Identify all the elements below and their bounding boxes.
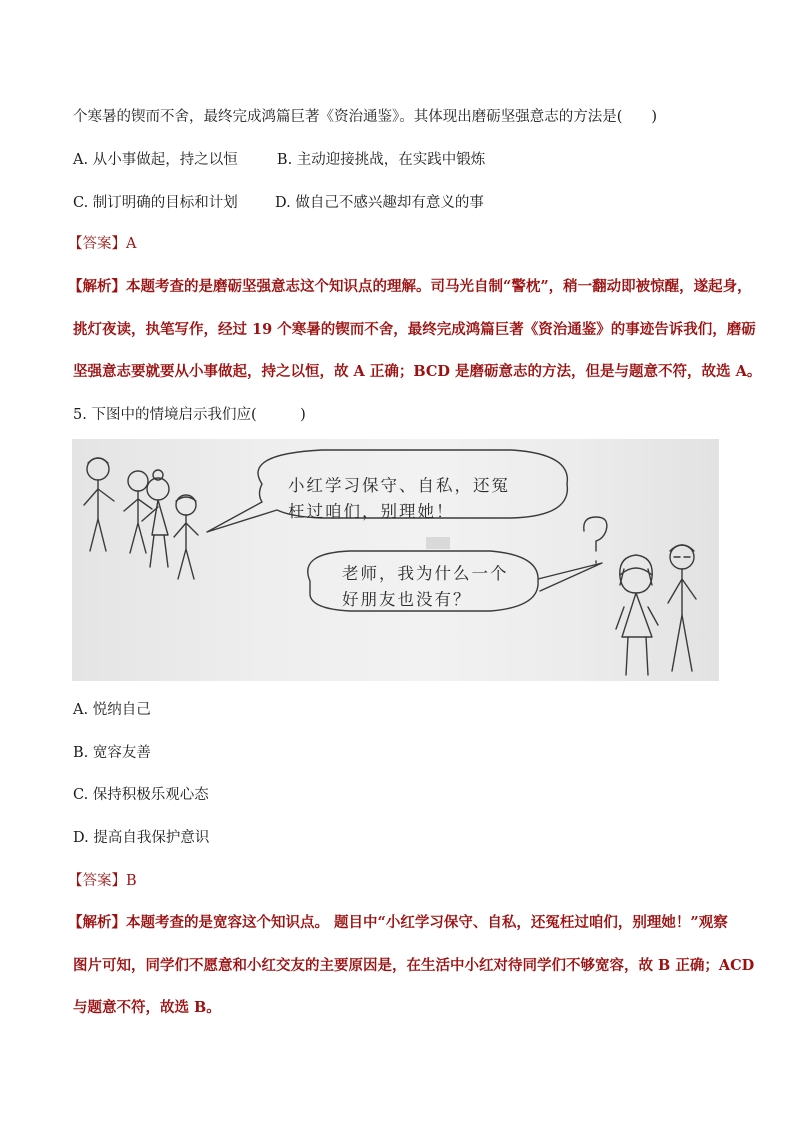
q4-option-c: C. 制订明确的目标和计划 bbox=[73, 195, 238, 211]
q5-option-d: D. 提高自我保护意识 bbox=[73, 830, 210, 846]
q4-option-d: D. 做自己不感兴趣却有意义的事 bbox=[275, 195, 484, 211]
q5-option-b: B. 宽容友善 bbox=[73, 745, 151, 761]
q5-option-a: A. 悦纳自己 bbox=[73, 702, 151, 718]
bubble2-line1: 老师，我为什么一个 bbox=[342, 564, 509, 583]
q5-option-c: C. 保持积极乐观心态 bbox=[73, 787, 209, 803]
speech-bubble-2-text bbox=[342, 561, 509, 613]
q5-analysis-label: 【解析】 bbox=[68, 914, 126, 931]
q4-analysis-text1: 本题考查的是磨砺坚强意志这个知识点的理解。司马光自制“警枕”，稍一翻动即被惊醒，遂起身， bbox=[126, 278, 752, 295]
q5-cartoon-figure bbox=[72, 439, 719, 681]
q4-answer-value: A bbox=[126, 236, 137, 252]
question-mark-doodle bbox=[584, 517, 607, 563]
q5-answer bbox=[68, 871, 137, 891]
q4-analysis-label: 【解析】 bbox=[68, 278, 126, 295]
students-group bbox=[84, 458, 198, 579]
q4-answer-label: 【答案】 bbox=[68, 236, 126, 252]
q4-options-row2 bbox=[73, 193, 484, 213]
q5-answer-value: B bbox=[126, 873, 137, 889]
q5-analysis-text1: 本题考查的是宽容这个知识点。 题目中“小红学习保守、自私，还冤枉过咱们，别理她！”观察 bbox=[126, 914, 728, 931]
q4-stem-tail: 个寒暑的锲而不舍，最终完成鸿篇巨著《资治通鉴》。其体现出磨砺坚强意志的方法是( ) bbox=[73, 109, 658, 125]
teacher-figure bbox=[668, 545, 696, 671]
q5-analysis-line2: 图片可知，同学们不愿意和小红交友的主要原因是，在生活中小红对待同学们不够宽容，故 B 正确；ACD bbox=[73, 957, 755, 974]
q5-analysis-line1 bbox=[68, 913, 728, 933]
speech-bubble-1-text bbox=[288, 473, 510, 525]
smudge-mark bbox=[426, 537, 450, 549]
q5-analysis-line3: 与题意不符，故选 B。 bbox=[73, 999, 221, 1016]
q4-analysis-line2: 挑灯夜读，执笔写作，经过 19 个寒暑的锲而不舍，最终完成鸿篇巨著《资治通鉴》的事迹告诉我们，磨砺 bbox=[73, 321, 756, 338]
bubble2-line2: 好朋友也没有？ bbox=[342, 590, 472, 609]
q4-option-b: B. 主动迎接挑战，在实践中锻炼 bbox=[276, 152, 486, 168]
q4-analysis-line1 bbox=[68, 277, 752, 297]
bubble1-line1: 小红学习保守、自私，还冤 bbox=[288, 476, 510, 495]
q4-option-a: A. 从小事做起，持之以恒 bbox=[73, 152, 238, 168]
bubble1-line2: 枉过咱们，别理她！ bbox=[288, 502, 455, 521]
q4-options-row1 bbox=[73, 150, 485, 170]
q5-stem: 5. 下图中的情境启示我们应( ) bbox=[73, 407, 306, 423]
q4-answer bbox=[68, 234, 136, 254]
xiaohong-figure bbox=[616, 555, 658, 675]
q4-analysis-line3: 坚强意志要就要从小事做起，持之以恒，故 A 正确；BCD 是磨砺意志的方法，但是与题意不符，故选 A。 bbox=[73, 363, 762, 380]
q5-answer-label: 【答案】 bbox=[68, 873, 126, 889]
